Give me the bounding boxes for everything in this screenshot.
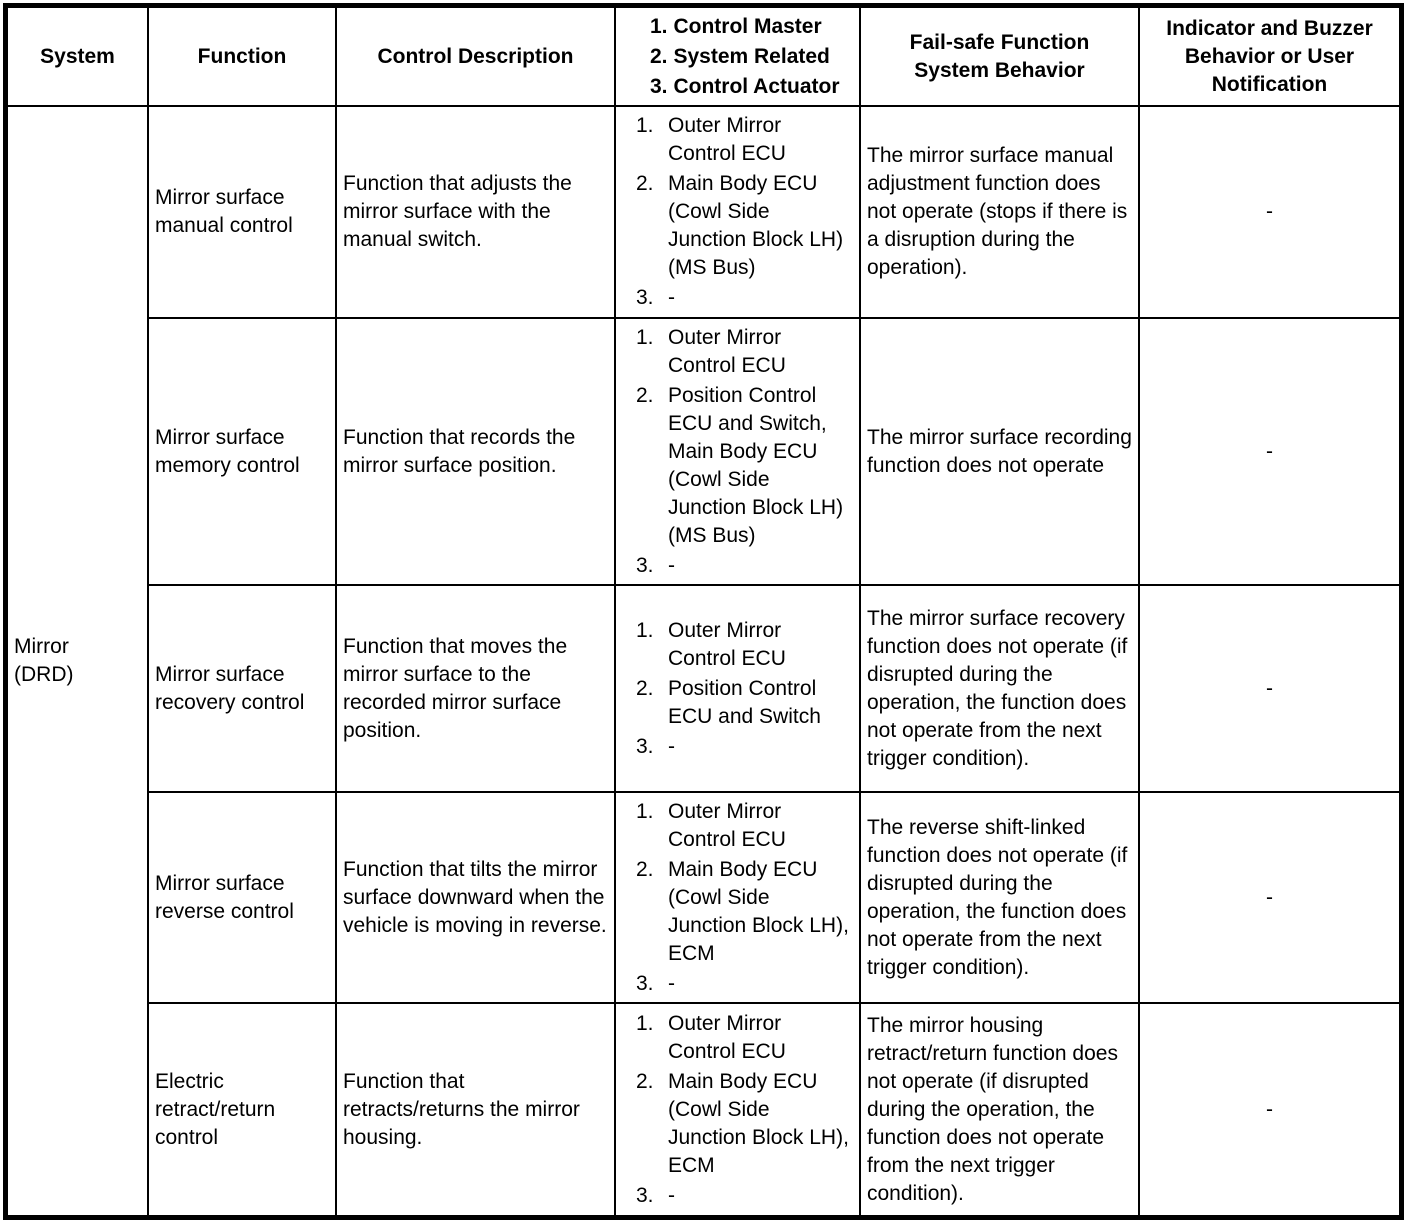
failsafe-cell: The mirror housing retract/return function does not operate (if disrupted during the operation, the function does not operate from the next trigger condition).: [860, 1003, 1139, 1216]
list-item: 1. Outer Mirror Control ECU: [636, 325, 786, 377]
indicator-cell: -: [1139, 106, 1400, 318]
function-cell: Electric retract/return control: [148, 1003, 336, 1216]
failsafe-cell: The reverse shift-linked function does not operate (if disrupted during the operation, the function does not operate from the next trigger condition).: [860, 792, 1139, 1003]
control-role-2: 2. System Related: [649, 44, 830, 68]
table-row: [7, 792, 1400, 1003]
list-item: 3. -: [636, 553, 675, 577]
list-item: 3. -: [636, 286, 675, 309]
function-cell: Mirror surface reverse control: [148, 792, 336, 1003]
failsafe-cell: The mirror surface recovery function does not operate (if disrupted during the operation, the function does not operate from the next trigger condition).: [860, 585, 1139, 792]
controls-cell: [615, 585, 860, 792]
header-indicator: Indicator and Buzzer Behavior or User Notification: [1139, 7, 1400, 106]
indicator-cell: -: [1139, 318, 1400, 585]
controls-cell: [615, 106, 860, 318]
list-item: 3. -: [636, 1183, 675, 1207]
system-cell: Mirror (DRD): [7, 106, 148, 1216]
controls-list: [622, 324, 853, 580]
list-item: 3. -: [636, 734, 675, 758]
description-cell: Function that retracts/returns the mirror housing.: [336, 1003, 615, 1216]
controls-cell: [615, 318, 860, 585]
description-cell: Function that adjusts the mirror surface with the manual switch.: [336, 106, 615, 318]
header-control-description: Control Description: [336, 7, 615, 106]
controls-cell: [615, 792, 860, 1003]
list-item: 2. Main Body ECU (Cowl Side Junction Block LH) (MS Bus): [636, 172, 844, 279]
indicator-cell: -: [1139, 792, 1400, 1003]
controls-list: [622, 1010, 853, 1210]
description-cell: Function that tilts the mirror surface downward when the vehicle is moving in reverse.: [336, 792, 615, 1003]
controls-list: [622, 112, 853, 312]
failsafe-cell: The mirror surface manual adjustment function does not operate (stops if there is a disruption during the operation).: [860, 106, 1139, 318]
header-function: Function: [148, 7, 336, 106]
list-item: 2. Position Control ECU and Switch, Main Body ECU (Cowl Side Junction Block LH) (MS Bus): [636, 383, 844, 547]
list-item: 2. Position Control ECU and Switch: [636, 676, 821, 728]
list-item: 2. Main Body ECU (Cowl Side Junction Block LH), ECM: [636, 1069, 849, 1177]
controls-list: [622, 617, 853, 761]
list-item: 1. Outer Mirror Control ECU: [636, 1011, 786, 1063]
controls-cell: [615, 1003, 860, 1216]
control-roles-list: [635, 12, 839, 102]
list-item: 2. Main Body ECU (Cowl Side Junction Block LH), ECM: [636, 857, 849, 965]
header-control-roles: [615, 7, 860, 106]
indicator-cell: -: [1139, 585, 1400, 792]
header-row: [7, 7, 1400, 106]
function-cell: Mirror surface memory control: [148, 318, 336, 585]
list-item: 1. Outer Mirror Control ECU: [636, 618, 786, 670]
list-item: 1. Outer Mirror Control ECU: [636, 799, 786, 851]
description-cell: Function that moves the mirror surface to the recorded mirror surface position.: [336, 585, 615, 792]
table-row: [7, 106, 1400, 318]
control-role-1: 1. Control Master: [649, 14, 822, 38]
function-table: [6, 6, 1401, 1217]
header-system: System: [7, 7, 148, 106]
list-item: 3. -: [636, 971, 675, 995]
list-item: 1. Outer Mirror Control ECU: [636, 114, 786, 165]
description-cell: Function that records the mirror surface position.: [336, 318, 615, 585]
function-cell: Mirror surface recovery control: [148, 585, 336, 792]
header-failsafe: Fail-safe Function System Behavior: [860, 7, 1139, 106]
function-cell: Mirror surface manual control: [148, 106, 336, 318]
controls-list: [622, 798, 853, 998]
indicator-cell: -: [1139, 1003, 1400, 1216]
failsafe-cell: The mirror surface recording function does not operate: [860, 318, 1139, 585]
table-row: [7, 585, 1400, 792]
table-row: [7, 1003, 1400, 1216]
document-sheet: [6, 6, 1399, 1216]
control-role-3: 3. Control Actuator: [649, 74, 840, 98]
table-row: [7, 318, 1400, 585]
